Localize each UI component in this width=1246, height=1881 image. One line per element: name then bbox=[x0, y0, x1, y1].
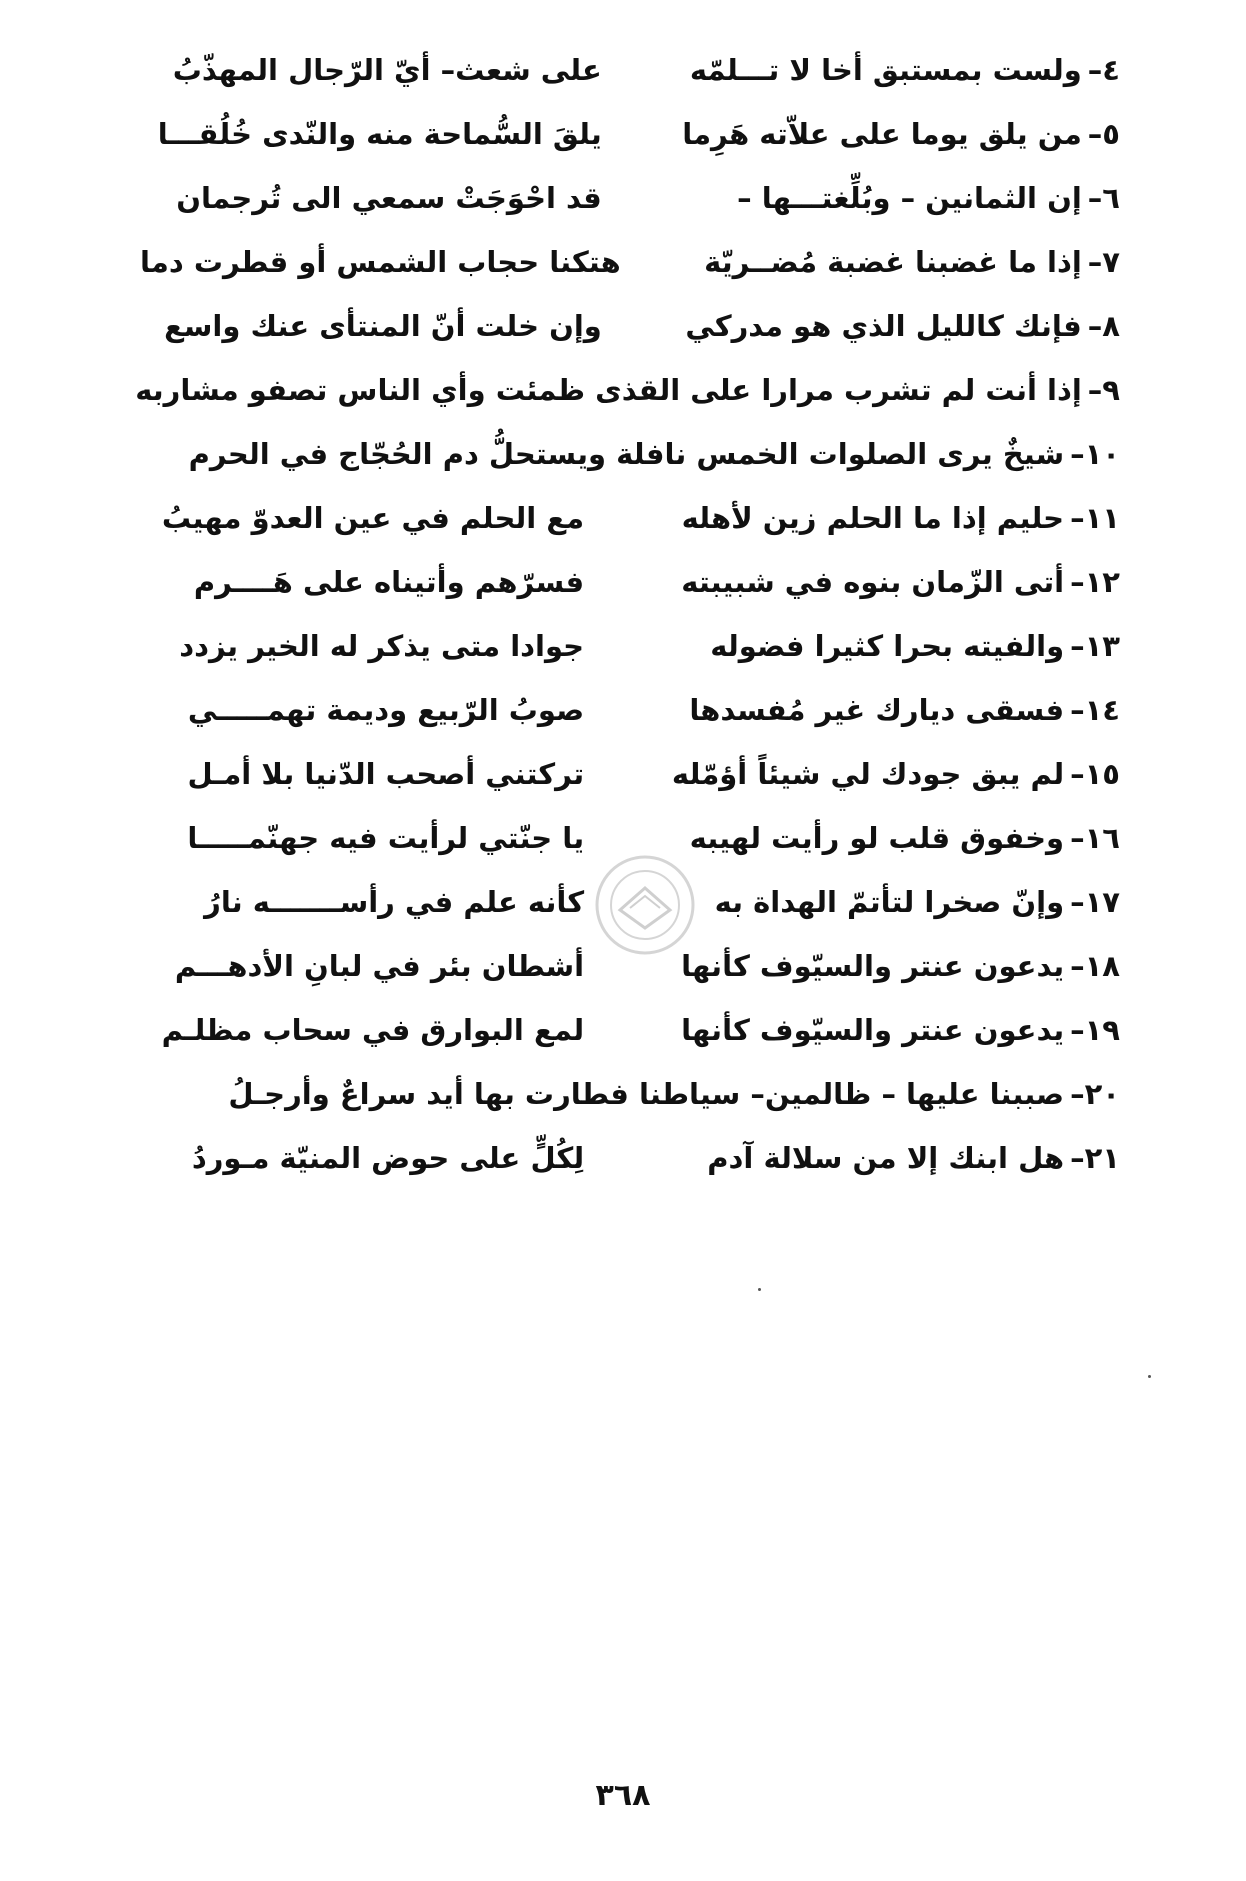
verse-second-hemistich: هتكنا حجاب الشمس أو قطرت دما bbox=[140, 245, 621, 279]
verse-number: ٢٠– bbox=[1070, 1077, 1120, 1111]
verse-first-hemistich: وإنّ صخرا لتأتمّ الهداة به bbox=[714, 885, 1065, 919]
verse-second-hemistich: جوادا متى يذكر له الخير يزدد bbox=[179, 629, 585, 663]
verse-second-hemistich: يلقَ السُّماحة منه والنّدى خُلُقـــا bbox=[157, 117, 602, 151]
verse-line bbox=[140, 550, 1120, 614]
verse-line bbox=[140, 38, 1120, 102]
verse-line bbox=[140, 230, 1120, 294]
verse-second-hemistich: صوبُ الرّبيع وديمة تهمـــــي bbox=[187, 693, 585, 727]
verse-line bbox=[140, 998, 1120, 1062]
verse-second-hemistich: لمع البوارق في سحاب مظلـم bbox=[161, 1013, 585, 1047]
verse-second-hemistich: كأنه علم في رأســـــــه نارُ bbox=[204, 885, 585, 919]
verse-first-hemistich: حليم إذا ما الحلم زين لأهله bbox=[681, 501, 1065, 535]
verse-number: ١٢– bbox=[1070, 565, 1120, 599]
verse-number: ٤– bbox=[1087, 53, 1120, 87]
verse-line bbox=[135, 358, 1120, 422]
verse-line bbox=[140, 678, 1120, 742]
verse-number: ٩– bbox=[1087, 373, 1120, 407]
verse-line bbox=[140, 486, 1120, 550]
verse-first-hemistich: ولست بمستبق أخا لا تـــلمّه bbox=[689, 53, 1082, 87]
verse-line bbox=[140, 102, 1120, 166]
verse-second-hemistich: مع الحلم في عين العدوّ مهيبُ bbox=[161, 501, 585, 535]
verse-first-hemistich: هل ابنك إلا من سلالة آدم bbox=[707, 1141, 1065, 1175]
verse-number: ١٨– bbox=[1070, 949, 1120, 983]
verse-number: ١٦– bbox=[1070, 821, 1120, 855]
verse-second-hemistich: فسرّهم وأتيناه على هَــــرم bbox=[193, 565, 585, 599]
verse-line bbox=[140, 614, 1120, 678]
verse-first-hemistich: شيخٌ يرى الصلوات الخمس نافلة ويستحلُّ دم الحُجّاج في الحرم bbox=[188, 437, 1065, 471]
verse-first-hemistich: من يلق يوما على علاّته هَرِما bbox=[682, 117, 1082, 151]
verse-number: ١٩– bbox=[1070, 1013, 1120, 1047]
verse-first-hemistich: وخفوق قلب لو رأيت لهيبه bbox=[689, 821, 1065, 855]
verse-first-hemistich: يدعون عنتر والسيّوف كأنها bbox=[681, 1013, 1065, 1047]
verse-first-hemistich: لم يبق جودك لي شيئاً أؤمّله bbox=[671, 757, 1065, 791]
verse-number: ١٠– bbox=[1070, 437, 1120, 471]
verse-line bbox=[140, 1062, 1120, 1126]
page-number: ٣٦٨ bbox=[595, 1778, 651, 1813]
library-seal-watermark bbox=[590, 850, 700, 960]
verse-second-hemistich: لِكُلٍّ على حوض المنيّة مـوردُ bbox=[191, 1141, 585, 1175]
verse-line bbox=[140, 422, 1120, 486]
verse-first-hemistich: يدعون عنتر والسيّوف كأنها bbox=[681, 949, 1065, 983]
verse-number: ١١– bbox=[1070, 501, 1120, 535]
verse-number: ٦– bbox=[1087, 181, 1120, 215]
verse-second-hemistich: أشطان بئر في لبانِ الأدهـــم bbox=[174, 949, 585, 983]
verse-first-hemistich: فإنك كالليل الذي هو مدركي bbox=[685, 309, 1082, 343]
verse-number: ٥– bbox=[1087, 117, 1120, 151]
verse-first-hemistich: إذا ما غضبنا غضبة مُضــريّة bbox=[704, 245, 1082, 279]
verse-second-hemistich: قد احْوَجَتْ سمعي الى تُرجمان bbox=[176, 181, 602, 215]
verse-first-hemistich: فسقى ديارك غير مُفسدها bbox=[689, 693, 1065, 727]
verse-line bbox=[140, 1126, 1120, 1190]
speck bbox=[1148, 1375, 1151, 1378]
verse-number: ١٤– bbox=[1070, 693, 1120, 727]
verse-first-hemistich: إذا أنت لم تشرب مرارا على القذى ظمئت وأي الناس تصفو مشاربه bbox=[135, 373, 1082, 407]
verse-second-hemistich: وإن خلت أنّ المنتأى عنك واسع bbox=[164, 309, 602, 343]
verse-second-hemistich: تركتني أصحب الدّنيا بلا أمـل bbox=[187, 757, 585, 791]
verse-first-hemistich: إن الثمانين – وبُلِّغتـــها – bbox=[737, 181, 1082, 215]
verse-first-hemistich: صببنا عليها – ظالمين– سياطنا فطارت بها أيد سراعٌ وأرجـلُ bbox=[228, 1077, 1065, 1111]
verse-number: ١٧– bbox=[1070, 885, 1120, 919]
verse-second-hemistich: على شعث– أيّ الرّجال المهذّبُ bbox=[172, 53, 602, 87]
verse-number: ١٥– bbox=[1070, 757, 1120, 791]
verse-second-hemistich: يا جنّتي لرأيت فيه جهنّمـــــا bbox=[187, 821, 585, 855]
verse-number: ٨– bbox=[1087, 309, 1120, 343]
verse-line bbox=[140, 742, 1120, 806]
verse-number: ٧– bbox=[1087, 245, 1120, 279]
speck bbox=[758, 1288, 761, 1291]
verse-line bbox=[140, 166, 1120, 230]
verse-number: ٢١– bbox=[1070, 1141, 1120, 1175]
verse-first-hemistich: أتى الزّمان بنوه في شبيبته bbox=[681, 565, 1065, 599]
verse-line bbox=[140, 294, 1120, 358]
verse-list bbox=[135, 38, 1120, 1190]
verse-first-hemistich: والفيته بحرا كثيرا فضوله bbox=[710, 629, 1065, 663]
verse-number: ١٣– bbox=[1070, 629, 1120, 663]
